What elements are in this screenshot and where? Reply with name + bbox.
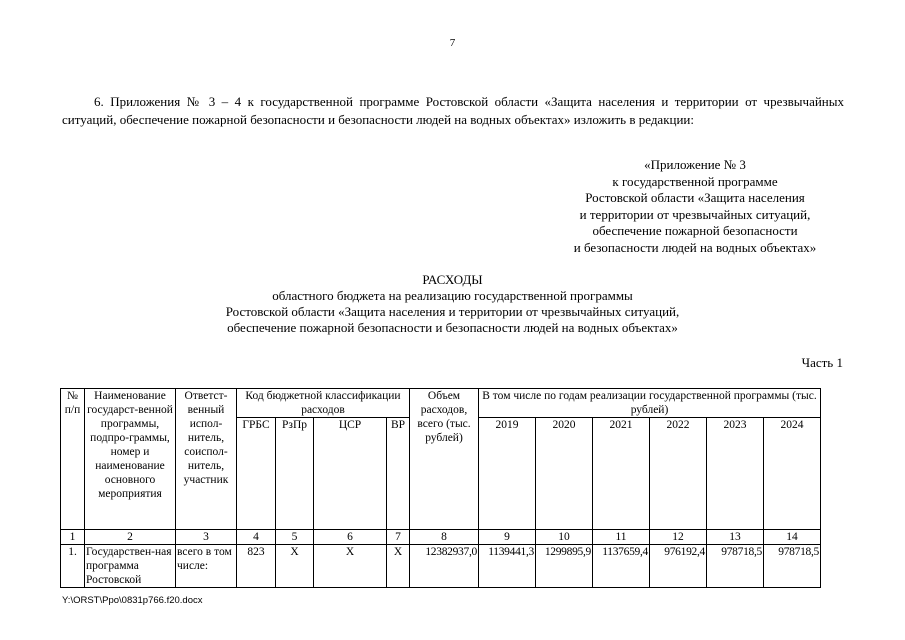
- title-line: областного бюджета на реализацию государственной программы: [272, 288, 633, 303]
- appendix-header: [540, 157, 850, 256]
- column-number: 9: [479, 530, 536, 545]
- header-year: 2022: [650, 418, 707, 530]
- column-number: 5: [276, 530, 314, 545]
- row-num: 1.: [61, 545, 85, 588]
- header-row-1: [61, 389, 821, 418]
- part-label: Часть 1: [801, 355, 843, 370]
- column-number: 8: [410, 530, 479, 545]
- row-year-value: 1139441,3: [479, 545, 536, 588]
- table-row: [61, 545, 821, 588]
- column-number: 7: [387, 530, 410, 545]
- column-number: 11: [593, 530, 650, 545]
- header-year: 2021: [593, 418, 650, 530]
- column-number: 12: [650, 530, 707, 545]
- appendix-line: и территории от чрезвычайных ситуаций,: [579, 206, 811, 222]
- paragraph-text: 6. Приложения № 3 – 4 к государственной программе Ростовской области «Защита населения и территории от чрезвычайных ситуаций, обеспечение пожарной безопасности и безопасности людей на водных объектах» изложить в редакции:: [62, 94, 844, 127]
- column-number: 2: [85, 530, 176, 545]
- row-vr: Х: [387, 545, 410, 588]
- header-grbs: ГРБС: [237, 418, 276, 530]
- header-years-group: В том числе по годам реализации государственной программы (тыс. рублей): [479, 389, 821, 418]
- column-number: 14: [764, 530, 821, 545]
- row-grbs: 823: [237, 545, 276, 588]
- title-line: Ростовской области «Защита населения и территории от чрезвычайных ситуаций,: [225, 304, 680, 319]
- appendix-line: обеспечение пожарной безопасности: [592, 223, 798, 238]
- expenses-table: [60, 388, 821, 588]
- column-number: 6: [314, 530, 387, 545]
- header-executor: Ответст-венный испол-нитель, соиспол-нитель, участник: [176, 389, 237, 530]
- appendix-line: «Приложение № 3: [644, 157, 746, 172]
- header-vr: ВР: [387, 418, 410, 530]
- title-line: обеспечение пожарной безопасности и безопасности людей на водных объектах»: [227, 320, 678, 335]
- header-year: 2024: [764, 418, 821, 530]
- column-number: 10: [536, 530, 593, 545]
- row-rzpr: Х: [276, 545, 314, 588]
- row-total: 12382937,0: [410, 545, 479, 588]
- column-number: 1: [61, 530, 85, 545]
- title-line: РАСХОДЫ: [422, 272, 483, 287]
- row-csr: Х: [314, 545, 387, 588]
- amendment-paragraph: [62, 93, 844, 128]
- appendix-line: и безопасности людей на водных объектах»: [573, 239, 817, 255]
- column-number-row: [61, 530, 821, 545]
- row-year-value: 976192,4: [650, 545, 707, 588]
- row-year-value: 1299895,9: [536, 545, 593, 588]
- document-title: [0, 272, 905, 336]
- header-year: 2020: [536, 418, 593, 530]
- header-code-group: Код бюджетной классификации расходов: [237, 389, 410, 418]
- appendix-line: Ростовской области «Защита населения: [585, 190, 805, 205]
- column-number: 3: [176, 530, 237, 545]
- row-year-value: 978718,5: [764, 545, 821, 588]
- header-year: 2023: [707, 418, 764, 530]
- header-csr: ЦСР: [314, 418, 387, 530]
- header-rzpr: РзПр: [276, 418, 314, 530]
- row-name: Государствен-ная программа Ростовской: [85, 545, 176, 588]
- column-number: 4: [237, 530, 276, 545]
- header-name: Наименование государст-венной программы, подпро-граммы, номер и наименование основного мероприятия: [85, 389, 176, 530]
- appendix-line: к государственной программе: [612, 173, 778, 189]
- file-path-footer: Y:\ORST\Ppo\0831p766.f20.docx: [62, 595, 203, 606]
- page-number: 7: [449, 37, 456, 49]
- row-year-value: 1137659,4: [593, 545, 650, 588]
- header-num: № п/п: [61, 389, 85, 530]
- header-year: 2019: [479, 418, 536, 530]
- column-number: 13: [707, 530, 764, 545]
- row-executor: всего в том числе:: [176, 545, 237, 588]
- header-volume: Объем расходов, всего (тыс. рублей): [410, 389, 479, 530]
- row-year-value: 978718,5: [707, 545, 764, 588]
